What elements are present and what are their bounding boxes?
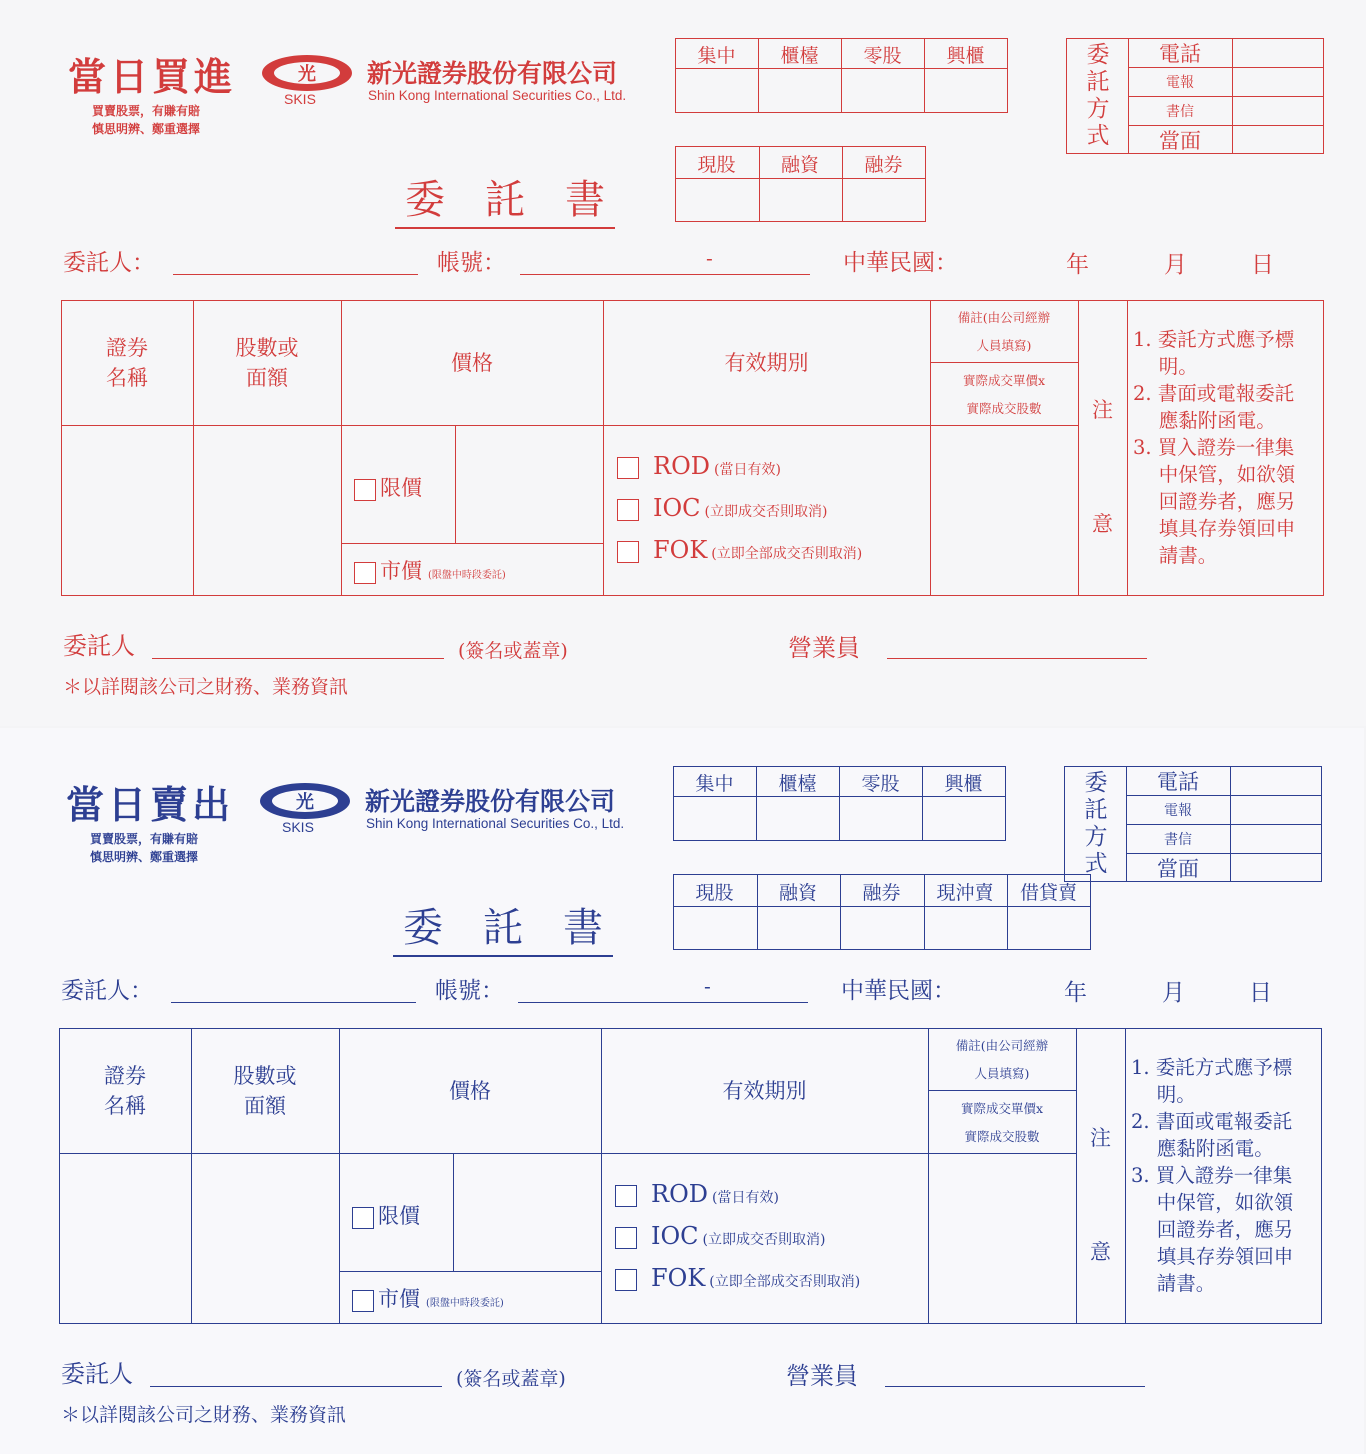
footnote: ＊以詳閱該公司之財務、業務資訊: [63, 676, 349, 698]
signature-field[interactable]: [150, 1386, 442, 1387]
col-security-name: 證券 名稱: [104, 1063, 146, 1118]
market-option[interactable]: 興櫃: [946, 44, 985, 67]
trade-type-option[interactable]: 借貸賣: [1019, 881, 1077, 904]
validity-option-ioc[interactable]: [615, 1222, 825, 1250]
market-price-option[interactable]: [354, 555, 506, 585]
col-security-name: 證券 名稱: [106, 335, 148, 390]
signature-note: (簽名或蓋章): [456, 1368, 566, 1390]
company-logo-icon: [262, 55, 352, 91]
checkbox[interactable]: [352, 1290, 374, 1312]
logo-glyph: 光: [296, 792, 314, 813]
order-method-option[interactable]: 書信: [1164, 831, 1192, 848]
validity-code: FOK: [653, 536, 708, 564]
market-price-label: 市價: [378, 1287, 420, 1311]
notes-text: 1. 委託方式應予標 明。 2. 書面或電報委託 應黏附函電。 3. 買入證券一律集 中保管，如欲領 回證券者，應另 填具存券領回申 請書。: [1131, 1056, 1294, 1295]
slogan-line: 買賣股票，有賺有賠: [90, 832, 199, 846]
validity-desc: (當日有效): [714, 462, 781, 478]
day-label: 日: [1251, 252, 1274, 278]
month-label: 月: [1164, 252, 1187, 278]
year-label: 年: [1066, 252, 1089, 278]
company-name-zh: 新光證券股份有限公司: [367, 59, 618, 88]
checkbox[interactable]: [354, 562, 376, 584]
notice-char: 意: [1090, 1240, 1111, 1264]
checkbox[interactable]: [617, 499, 639, 521]
signature-label: 委託人: [61, 1360, 133, 1388]
client-name-field[interactable]: [173, 274, 418, 275]
account-dash: -: [704, 974, 711, 998]
company-name-en: Shin Kong International Securities Co., Ltd.: [366, 816, 625, 831]
col-formula: 實際成交單價x 實際成交股數: [960, 1100, 1044, 1144]
checkbox[interactable]: [615, 1269, 637, 1291]
account-label: 帳號：: [435, 978, 504, 1004]
form-title: 委 託 書: [395, 168, 615, 229]
signature-field[interactable]: [152, 658, 444, 659]
col-shares: 股數或 面額: [233, 1063, 297, 1118]
trade-type-option[interactable]: 融券: [864, 153, 903, 176]
sell-order-form: [0, 728, 1364, 1454]
order-method-option[interactable]: 書信: [1166, 103, 1194, 120]
company-logo-icon: [260, 783, 350, 819]
col-formula: 實際成交單價x 實際成交股數: [962, 372, 1046, 416]
order-method-option[interactable]: 電話: [1157, 769, 1199, 794]
validity-option-rod[interactable]: [617, 452, 781, 480]
market-option[interactable]: 零股: [861, 772, 900, 795]
col-price: 價格: [449, 1078, 491, 1103]
notes-text: 1. 委託方式應予標 明。 2. 書面或電報委託 應黏附函電。 3. 買入證券一律集 中保管，如欲領 回證券者，應另 填具存券領回申 請書。: [1133, 328, 1296, 567]
order-method-option[interactable]: 當面: [1157, 856, 1199, 881]
validity-desc: (當日有效): [712, 1190, 779, 1206]
validity-option-fok[interactable]: [617, 536, 862, 564]
validity-code: ROD: [651, 1180, 708, 1208]
market-price-label: 市價: [380, 559, 422, 583]
validity-option-rod[interactable]: [615, 1180, 779, 1208]
col-validity: 有效期別: [722, 1078, 807, 1103]
col-shares: 股數或 面額: [235, 335, 299, 390]
notice-char: 注: [1090, 1126, 1111, 1150]
clerk-label: 營業員: [786, 1362, 858, 1390]
signature-label: 委託人: [63, 632, 135, 660]
form-headline: 當日買進: [68, 54, 237, 99]
signature-note: (簽名或蓋章): [458, 640, 568, 662]
col-remark: 備註(由公司經辦 人員填寫): [955, 1038, 1049, 1081]
validity-desc: (立即成交否則取消): [702, 1232, 826, 1248]
trade-type-option[interactable]: 融資: [780, 153, 819, 176]
logo-abbr: SKIS: [284, 91, 316, 107]
market-option[interactable]: 櫃檯: [778, 772, 817, 795]
order-method-option[interactable]: 當面: [1159, 128, 1201, 153]
checkbox[interactable]: [615, 1227, 637, 1249]
order-method-option[interactable]: 電報: [1164, 802, 1192, 819]
form-title: 委 託 書: [393, 896, 613, 957]
order-method-label: 委託方式: [1084, 770, 1108, 877]
order-method-label: 委託方式: [1086, 42, 1110, 149]
clerk-field[interactable]: [885, 1386, 1145, 1387]
slogan-line: 買賣股票，有賺有賠: [92, 104, 201, 118]
notice-char: 意: [1092, 512, 1113, 536]
date-label: 中華民國：: [841, 978, 956, 1004]
validity-code: IOC: [653, 494, 701, 522]
validity-code: FOK: [651, 1264, 706, 1292]
clerk-field[interactable]: [887, 658, 1147, 659]
client-label: 委託人：: [61, 978, 153, 1004]
col-validity: 有效期別: [724, 350, 809, 375]
logo-abbr: SKIS: [282, 819, 314, 835]
limit-price-label: 限價: [378, 1204, 420, 1228]
trade-type-option[interactable]: 現股: [695, 881, 734, 904]
market-option[interactable]: 興櫃: [944, 772, 983, 795]
market-price-option[interactable]: [352, 1283, 504, 1313]
date-label: 中華民國：: [843, 250, 958, 276]
client-label: 委託人：: [63, 250, 155, 276]
validity-option-ioc[interactable]: [617, 494, 827, 522]
account-dash: -: [706, 246, 713, 270]
checkbox[interactable]: [617, 541, 639, 563]
validity-desc: (立即全部成交否則取消): [711, 546, 863, 562]
clerk-label: 營業員: [788, 634, 860, 662]
logo-glyph: 光: [298, 64, 316, 85]
market-option[interactable]: 櫃檯: [780, 44, 819, 67]
trade-type-option[interactable]: 現股: [697, 153, 736, 176]
slogan-line: 慎思明辨、鄭重選擇: [90, 850, 199, 864]
limit-price-option[interactable]: [352, 1200, 420, 1230]
account-field[interactable]: [518, 1002, 808, 1003]
notice-char: 注: [1092, 398, 1113, 422]
market-price-note: (限盤中時段委託): [426, 1298, 504, 1309]
year-label: 年: [1064, 980, 1087, 1006]
trade-type-option[interactable]: 融券: [862, 881, 901, 904]
checkbox[interactable]: [617, 457, 639, 479]
slogan-line: 慎思明辨、鄭重選擇: [92, 122, 201, 136]
limit-price-label: 限價: [380, 476, 422, 500]
col-price: 價格: [451, 350, 493, 375]
col-remark: 備註(由公司經辦 人員填寫): [957, 310, 1051, 353]
form-headline: 當日賣出: [66, 782, 235, 827]
validity-code: IOC: [651, 1222, 699, 1250]
day-label: 日: [1249, 980, 1272, 1006]
account-label: 帳號：: [437, 250, 506, 276]
checkbox[interactable]: [354, 479, 376, 501]
client-name-field[interactable]: [171, 1002, 416, 1003]
validity-code: ROD: [653, 452, 710, 480]
validity-desc: (立即全部成交否則取消): [709, 1274, 861, 1290]
validity-desc: (立即成交否則取消): [704, 504, 828, 520]
order-method-option[interactable]: 電報: [1166, 74, 1194, 91]
account-field[interactable]: [520, 274, 810, 275]
company-name-en: Shin Kong International Securities Co., Ltd.: [368, 88, 627, 103]
checkbox[interactable]: [615, 1185, 637, 1207]
market-price-note: (限盤中時段委託): [428, 570, 506, 581]
buy-order-form: [0, 0, 1366, 726]
company-name-zh: 新光證券股份有限公司: [365, 787, 616, 816]
month-label: 月: [1162, 980, 1185, 1006]
market-option[interactable]: 零股: [863, 44, 902, 67]
limit-price-option[interactable]: [354, 472, 422, 502]
order-method-option[interactable]: 電話: [1159, 41, 1201, 66]
market-option[interactable]: 集中: [695, 772, 734, 795]
market-option[interactable]: 集中: [697, 44, 736, 67]
validity-option-fok[interactable]: [615, 1264, 860, 1292]
checkbox[interactable]: [352, 1207, 374, 1229]
footnote: ＊以詳閱該公司之財務、業務資訊: [61, 1404, 347, 1426]
trade-type-option[interactable]: 現沖賣: [936, 881, 994, 904]
trade-type-option[interactable]: 融資: [778, 881, 817, 904]
